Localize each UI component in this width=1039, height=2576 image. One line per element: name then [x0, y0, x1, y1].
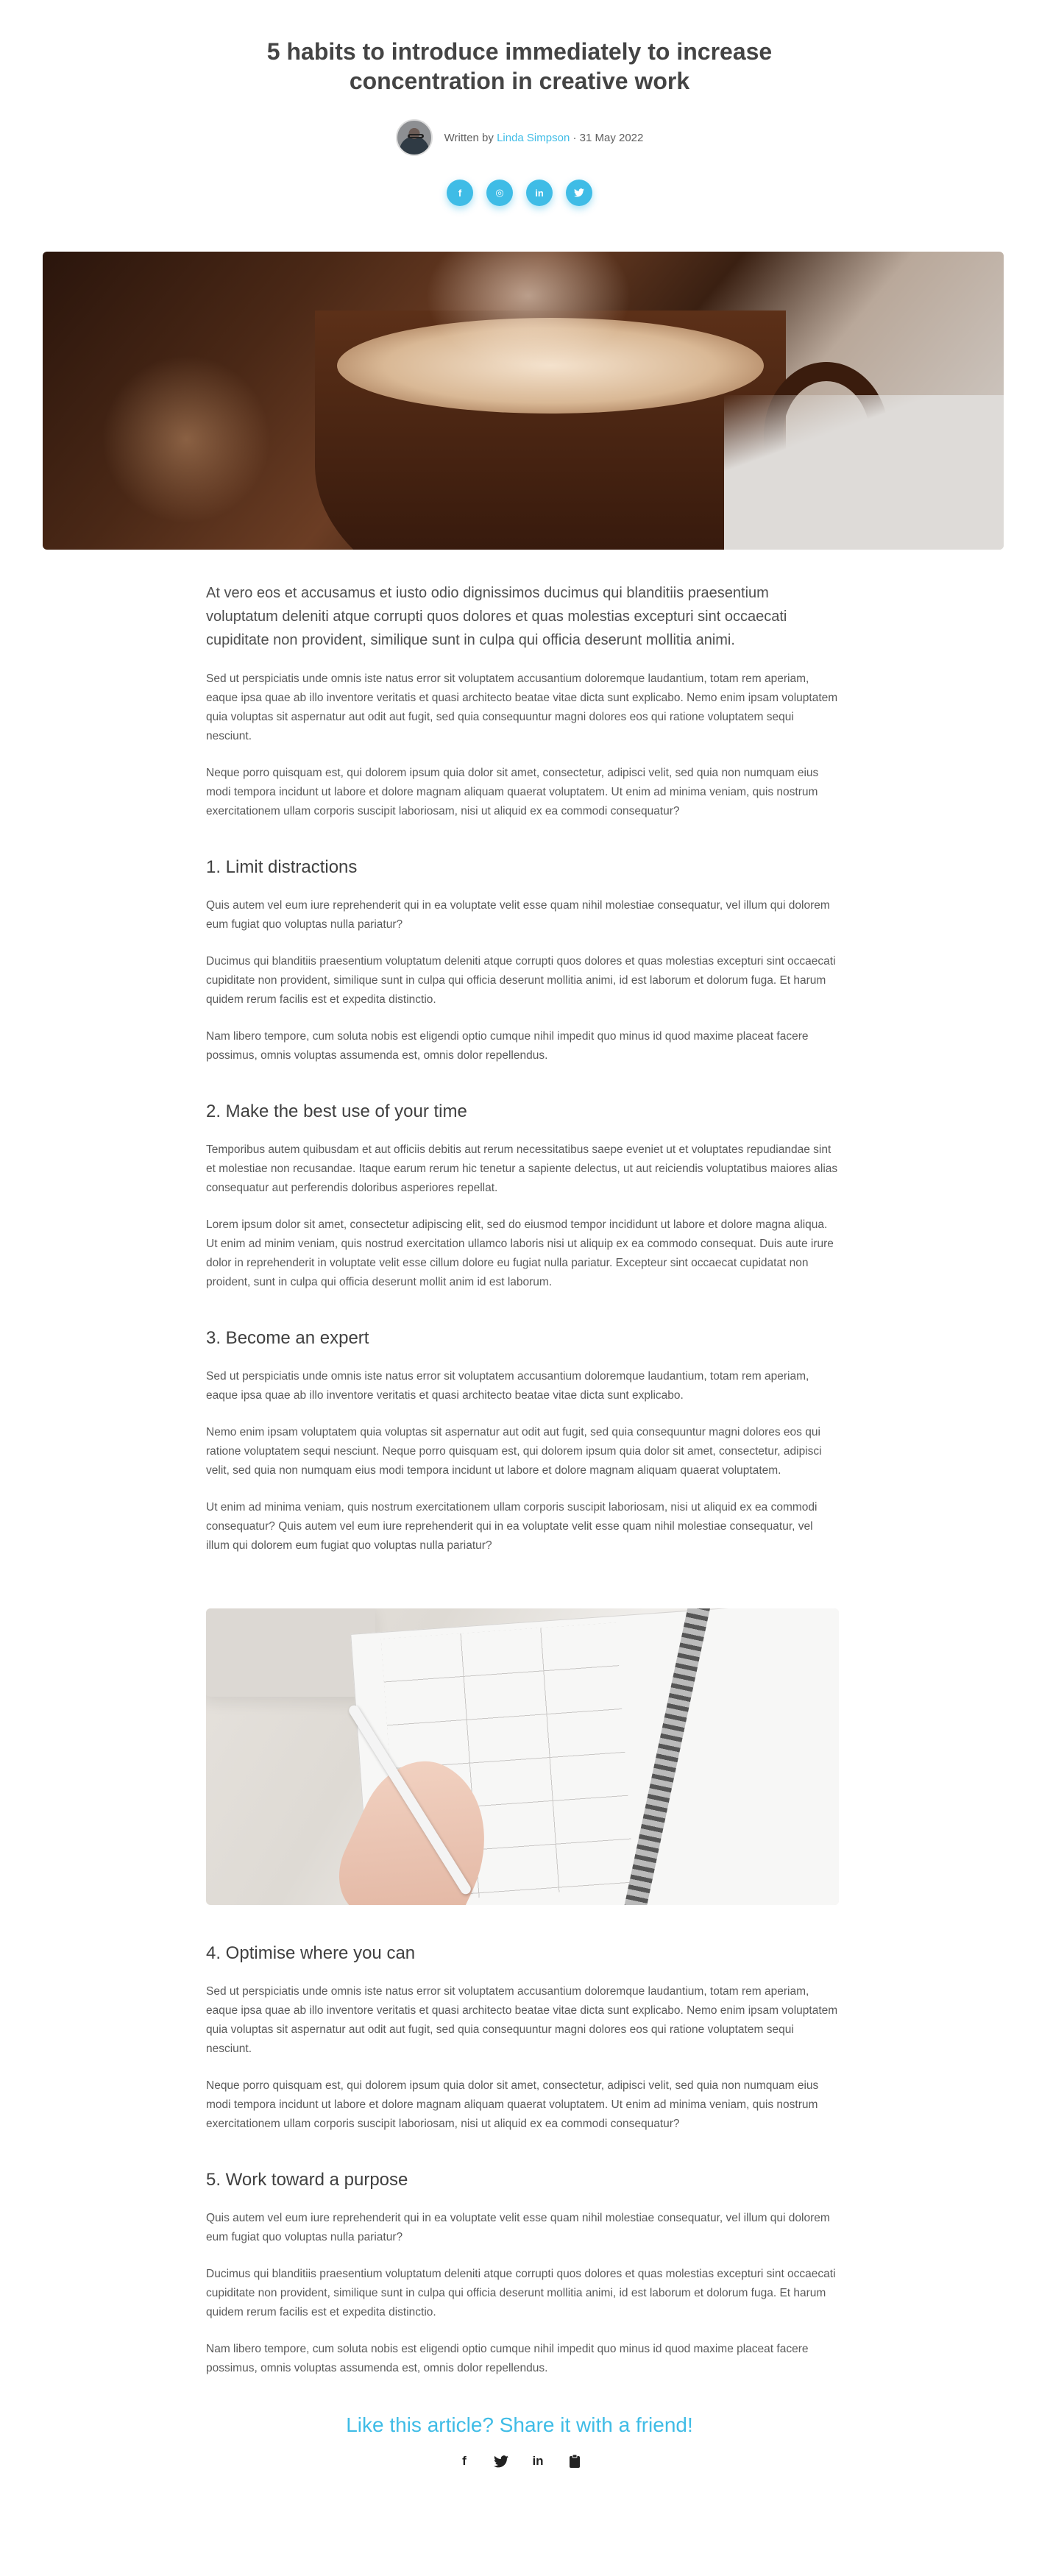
section-paragraph: Temporibus autem quibusdam et aut officiis debitis aut rerum necessitatibus saepe eveniet ut et voluptates repudiandae sint et molestiae non recusandae. Itaque earum rerum hic tenetur a sapiente delectus, ut aut reiciendis voluptatibus maiores alias consequatur aut perferendis doloribus asperiores repellat.: [206, 1143, 838, 1194]
article-header: [0, 0, 1039, 206]
written-by-label: Written by: [444, 131, 494, 144]
clipboard-glyph: [569, 2454, 581, 2469]
section-heading: 2. Make the best use of your time: [206, 1101, 467, 1121]
article-title: 5 habits to introduce immediately to increase concentration in creative work: [266, 38, 773, 94]
section-paragraph: Lorem ipsum dolor sit amet, consectetur adipiscing elit, sed do eiusmod tempor incididunt ut labore et dolore magna aliqua. Ut enim ad minim veniam, quis nostrud exercitation ullamco laboris nisi ut aliquip ex ea commodo consequat. Duis aute irure dolor in reprehenderit in voluptate velit esse cillum dolore eu fugiat nulla pariatur. Excepteur sint occaecat cupidatat non proident, sunt in culpa qui officia deserunt mollit anim id est laborum.: [206, 1218, 834, 1288]
section-paragraph: Ut enim ad minima veniam, quis nostrum exercitationem ullam corporis suscipit laboriosam, nisi ut aliquid ex ea commodi consequatur? Quis autem vel eum iure reprehenderit qui in ea voluptate velit esse quam nihil molestiae consequatur, vel illum qui dolorem eum fugiat quo voluptas nulla pariatur?: [206, 1501, 818, 1552]
section-paragraph: Sed ut perspiciatis unde omnis iste natus error sit voluptatem accusantium doloremque laudantium, totam rem aperiam, eaque ipsa quae ab illo inventore veritatis et quasi architecto beatae vitae dicta sunt explicabo.: [206, 1370, 809, 1402]
section-paragraph: Sed ut perspiciatis unde omnis iste natus error sit voluptatem accusantium doloremque laudantium, totam rem aperiam, eaque ipsa quae ab illo inventore veritatis et quasi architecto beatae vitae dicta sunt explicabo. Nemo enim ipsam voluptatem quia voluptas sit aspernatur aut odit aut fugit, sed quia consequuntur magni dolores eos qui ratione voluptatem sequi nesciunt.: [206, 1985, 838, 2055]
author-link[interactable]: Linda Simpson: [497, 131, 570, 144]
clipboard-icon[interactable]: [567, 2453, 583, 2469]
hero-image-coffee-cup: [43, 252, 1004, 550]
section-heading: 5. Work toward a purpose: [206, 2170, 408, 2190]
share-title: Like this article? Share it with a friend!: [346, 2413, 693, 2436]
twitter-bird-glyph: [574, 188, 584, 197]
twitter-icon[interactable]: [566, 180, 592, 206]
article-body: [206, 581, 839, 1555]
section-paragraph: Quis autem vel eum iure reprehenderit qui in ea voluptate velit esse quam nihil molestiae consequatur, vel illum qui dolorem eum fugiat quo voluptas nulla pariatur?: [206, 899, 830, 931]
section-heading: 4. Optimise where you can: [206, 1943, 416, 1963]
publish-date: · 31 May 2022: [572, 131, 644, 144]
planner-photo: [206, 1608, 839, 1905]
linkedin-icon[interactable]: in: [526, 180, 553, 206]
facebook-icon[interactable]: f: [462, 2454, 467, 2468]
share-icons: [0, 2453, 1039, 2469]
section-paragraph: Quis autem vel eum iure reprehenderit qui in ea voluptate velit esse quam nihil molestiae consequatur, vel illum qui dolorem eum fugiat quo voluptas nulla pariatur?: [206, 2212, 830, 2243]
twitter-bird-glyph: [494, 2455, 508, 2468]
share-section: [0, 2412, 1039, 2469]
instagram-icon[interactable]: ◎: [486, 180, 513, 206]
section-heading: 1. Limit distractions: [206, 857, 358, 877]
article-body-continued: [206, 1907, 839, 2378]
twitter-icon[interactable]: [493, 2453, 509, 2469]
byline-text: [444, 132, 644, 144]
intro-paragraph: Sed ut perspiciatis unde omnis iste natus error sit voluptatem accusantium doloremque laudantium, totam rem aperiam, eaque ipsa quae ab illo inventore veritatis et quasi architecto beatae vitae dicta sunt explicabo. Nemo enim ipsam voluptatem quia voluptas sit aspernatur aut odit aut fugit, sed quia consequuntur magni dolores eos qui ratione voluptatem sequi nesciunt.: [206, 673, 838, 742]
section-paragraph: Nam libero tempore, cum soluta nobis est eligendi optio cumque nihil impedit quo minus id quod maxime placeat facere possimus, omnis voluptas assumenda est, omnis dolor repellendus.: [206, 2343, 809, 2374]
lead-paragraph: At vero eos et accusamus et iusto odio dignissimos ducimus qui blanditiis praesentium voluptatum deleniti atque corrupti quos dolores et quas molestias excepturi sint occaecati cupiditate non provident, similique sunt in culpa qui officia deserunt mollitia animi.: [206, 585, 787, 648]
social-share-top: [0, 180, 1039, 206]
linkedin-icon[interactable]: in: [532, 2454, 544, 2468]
section-heading: 3. Become an expert: [206, 1328, 369, 1348]
section-paragraph: Ducimus qui blanditiis praesentium voluptatum deleniti atque corrupti quos dolores et quas molestias excepturi sint occaecati cupiditate non provident, similique sunt in culpa qui officia deserunt mollitia animi, id est laborum et dolorum fuga. Et harum quidem rerum facilis est et expedita distinctio.: [206, 955, 836, 1006]
section-paragraph: Ducimus qui blanditiis praesentium voluptatum deleniti atque corrupti quos dolores et quas molestias excepturi sint occaecati cupiditate non provident, similique sunt in culpa qui officia deserunt mollitia animi, id est laborum et dolorum fuga. Et harum quidem rerum facilis est et expedita distinctio.: [206, 2268, 836, 2318]
section-paragraph: Nam libero tempore, cum soluta nobis est eligendi optio cumque nihil impedit quo minus id quod maxime placeat facere possimus, omnis voluptas assumenda est, omnis dolor repellendus.: [206, 1030, 809, 1062]
section-paragraph: Nemo enim ipsam voluptatem quia voluptas sit aspernatur aut odit aut fugit, sed quia consequuntur magni dolores eos qui ratione voluptatem sequi nesciunt. Neque porro quisquam est, qui dolorem ipsum quia dolor sit amet, consectetur, adipisci velit, sed quia non numquam eius modi tempora incidunt ut labore et dolore magnam aliquam quaerat voluptatem.: [206, 1426, 822, 1477]
intro-paragraph: Neque porro quisquam est, qui dolorem ipsum quia dolor sit amet, consectetur, adipisci velit, sed quia non numquam eius modi tempora incidunt ut labore et dolore magnam aliquam quaerat voluptatem. Ut enim ad minima veniam, quis nostrum exercitationem ullam corporis suscipit laboriosam, nisi ut aliquid ex ea commodi consequatur?: [206, 767, 819, 817]
section-paragraph: Neque porro quisquam est, qui dolorem ipsum quia dolor sit amet, consectetur, adipisci velit, sed quia non numquam eius modi tempora incidunt ut labore et dolore magnam aliquam quaerat voluptatem. Ut enim ad minima veniam, quis nostrum exercitationem ullam corporis suscipit laboriosam, nisi ut aliquid ex ea commodi consequatur?: [206, 2079, 819, 2130]
author-avatar[interactable]: [396, 119, 433, 156]
facebook-icon[interactable]: f: [447, 180, 473, 206]
byline: [0, 119, 1039, 156]
